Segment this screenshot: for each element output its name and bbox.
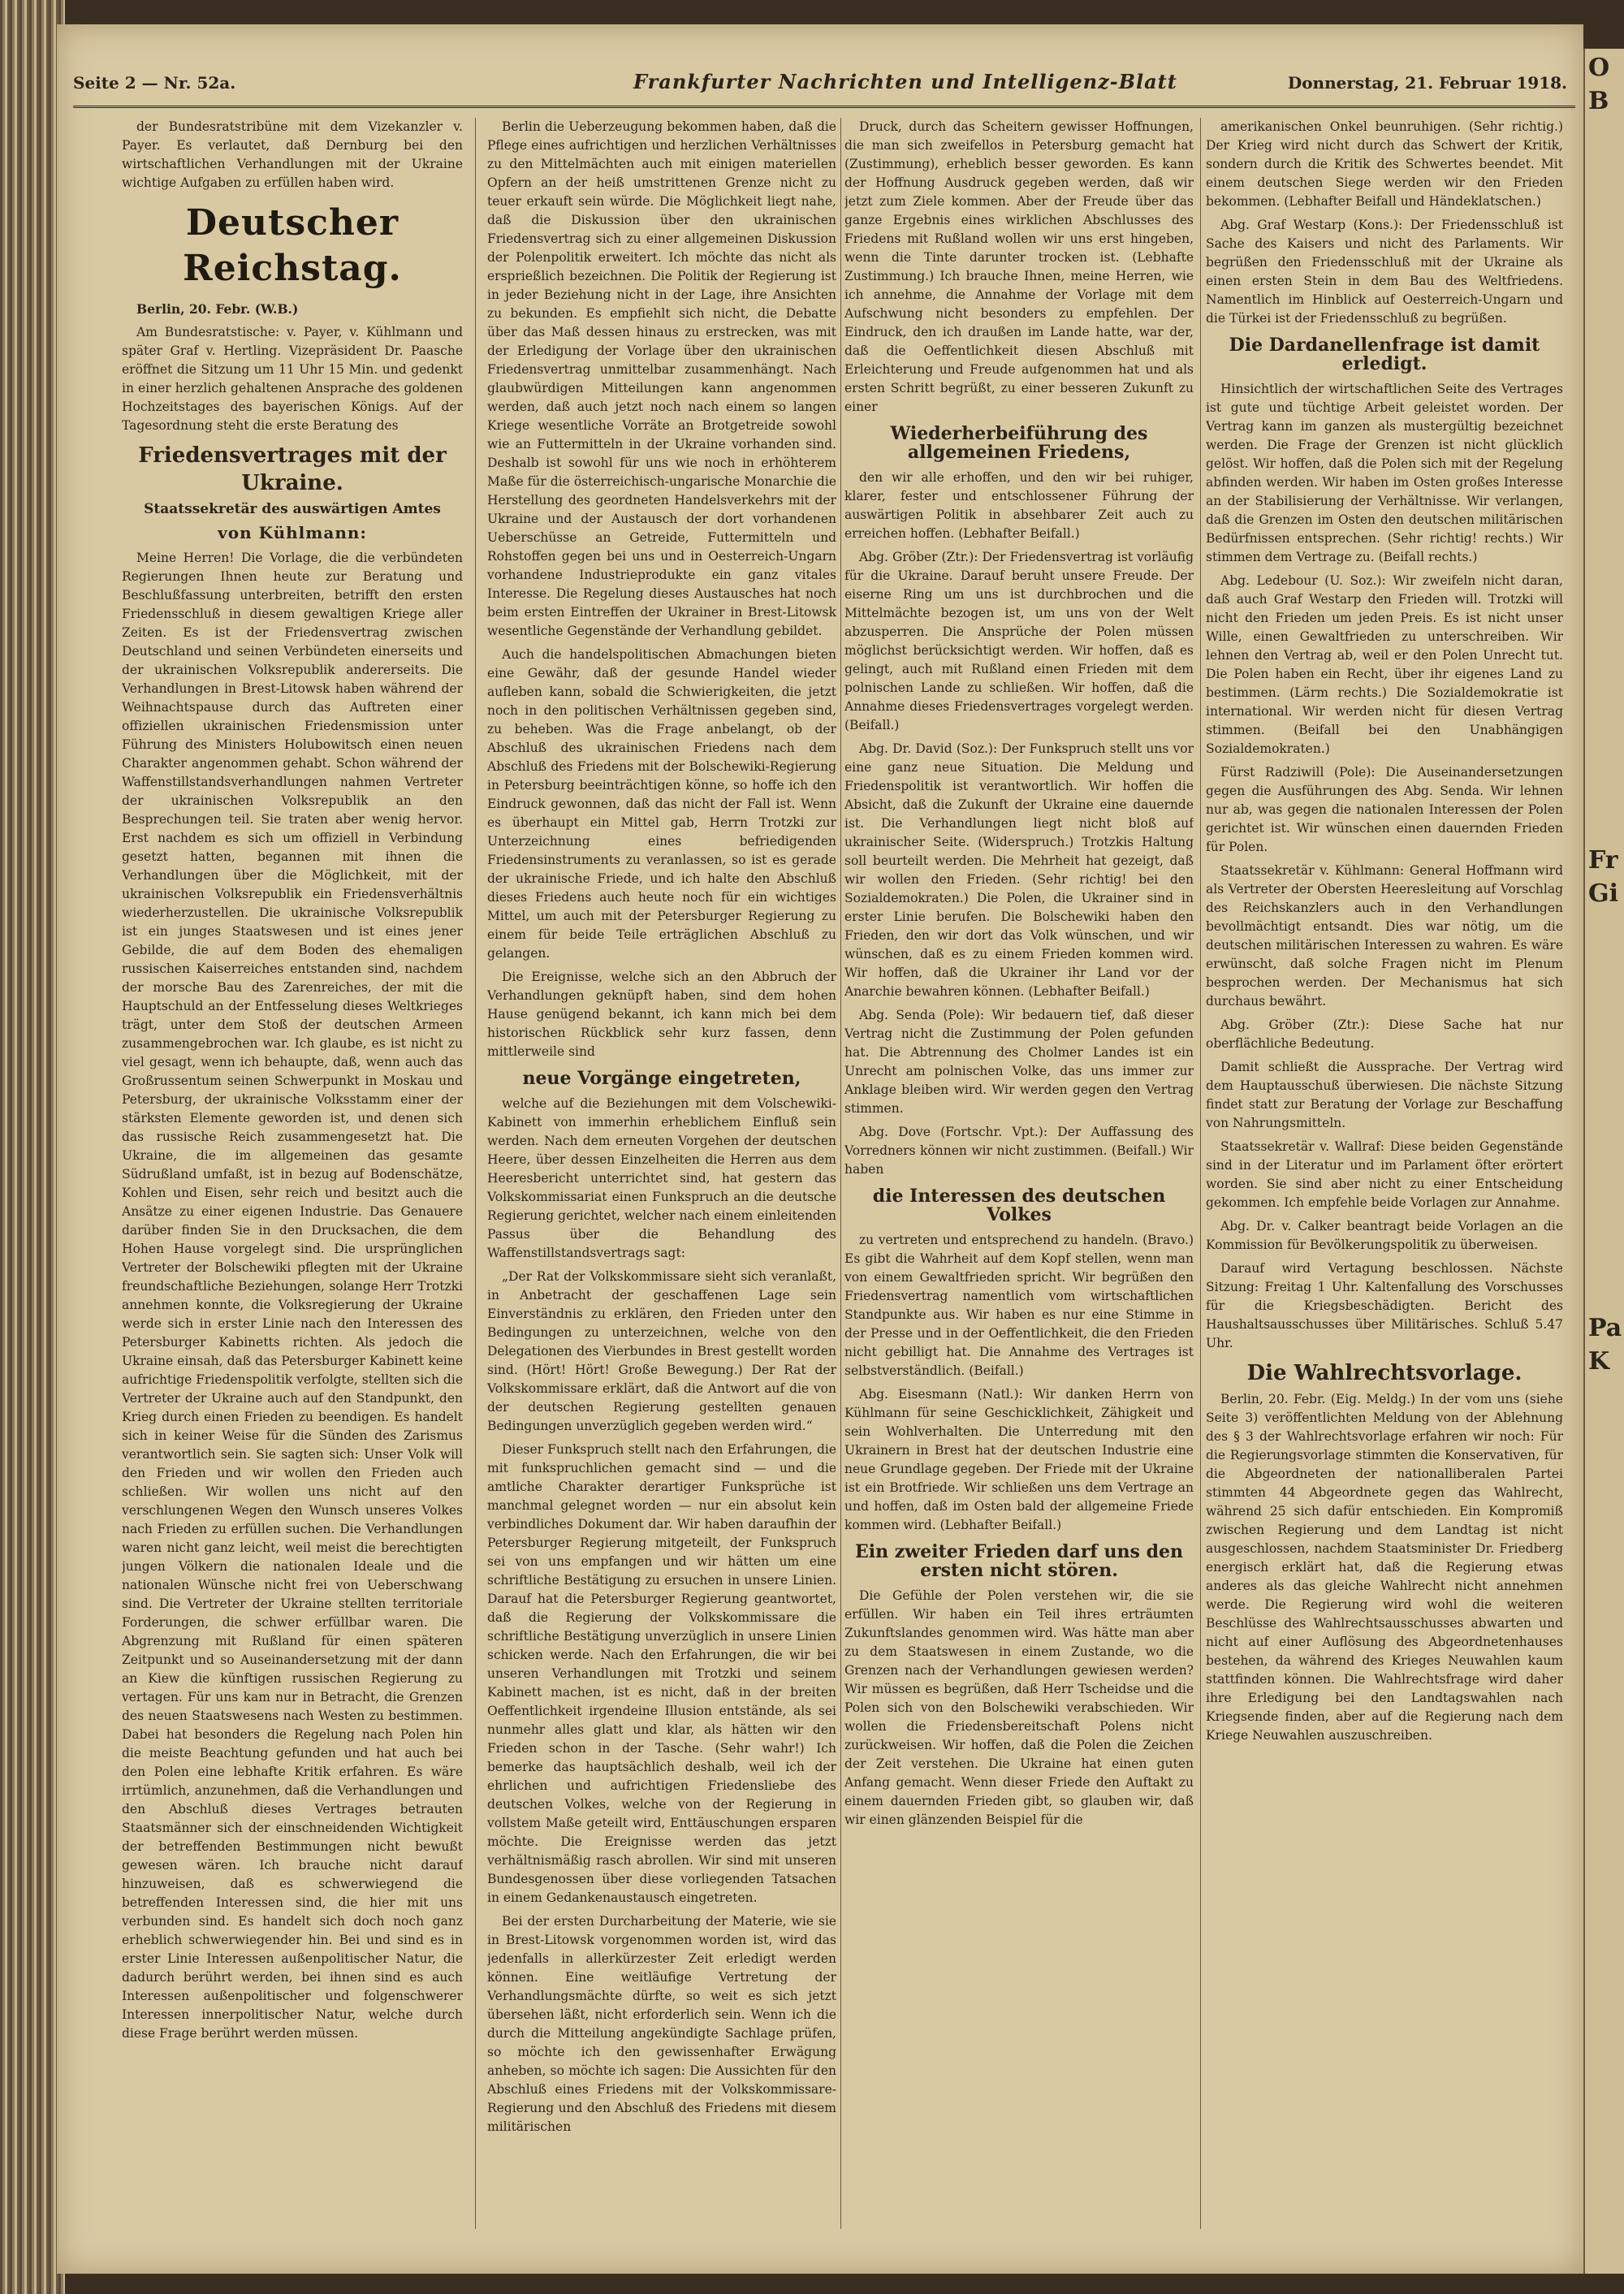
paragraph: Druck, durch das Scheitern gewisser Hoffnungen, die man sich zweifellos in Petersburg gemacht hat (Zustimmung), erheblich besser geworden. Es kann der Hoffnung Ausdruck gegeben werden, daß wir jetzt zum Ziele kommen. Aber der Freude über das ganze Ergebnis eines wirklichen Abschlusses des Friedens mit Rußland wollen wir uns erst hingeben, wenn die Tinte darunter trocken ist. (Lebhafte Zustimmung.) Ich brauche Ihnen, meine Herren, wie ich annehme, die Annahme der Vorlage mit dem Aufschwung nicht besonders zu empfehlen. Der Eindruck, den ich draußen im Lande hatte, war der, daß die Oeffentlichkeit diesen Abschluß mit Erleichterung und Freude aufgenommen hat und als ersten Schritt begrüßt, zu einer besseren Zukunft zu einer xyxy=(844,119,1194,414)
column-3 xyxy=(844,118,1194,2270)
article-title-2: Die Wahlrechtsvorlage. xyxy=(1246,1361,1522,1385)
article-title: Deutscher Reichstag. xyxy=(183,202,402,289)
paragraph: Am Bundesratstische: v. Payer, v. Kühlmann und später Graf v. Hertling. Vizepräsident Dr. Paasche eröffnet die Sitzung um 11 Uhr 15 Min. und gedenkt in einer herzlich gehaltenen Ansprache des goldenen Hochzeitstages des bayerischen Königs. Auf der Tagesordnung steht die erste Beratung des xyxy=(122,325,463,433)
intro-paragraph: der Bundesratstribüne mit dem Vizekanzler v. Payer. Es verlautet, daß Dernburg bei den wirtschaftlichen Verhandlungen mit der Ukraine wichtige Aufgaben zu erfüllen haben wird. xyxy=(122,119,463,190)
paragraph: Bei der ersten Durcharbeitung der Materie, wie sie in Brest-Litowsk vorgenommen worden ist, wird das jedenfalls in allerkürzester Zeit erledigt werden können. Eine weitläufige Vertretung der Verhandlungsmächte dürfte, so weit es sich jetzt übersehen läßt, nicht erforderlich sein. Wenn ich die durch die Mitteilung angekündigte Sachlage prüfen, so möchte ich den gewissenhafter Erwägung anheben, so möchte ich sagen: Die Aussichten für den Abschluß eines Friedens mit der Volkskommissare-Regierung und den Abschluß des Friedens mit diesem militärischen xyxy=(487,1914,836,2134)
paragraph: Abg. Dr. v. Calker beantragt beide Vorlagen an die Kommission für Bevölkerungspolitik zu überweisen. xyxy=(1206,1219,1563,1252)
adjacent-fragment: O xyxy=(1588,54,1610,82)
paragraph: Abg. Dr. David (Soz.): Der Funkspruch stellt uns vor eine ganz neue Situation. Die Meldung und Friedenspolitik ist verantwortlich. Wir hoffen die Absicht, daß die Zukunft der Ukraine eine dauernde ist. Die Verhandlungen liegt nicht bloß auf ukrainischer Seite. (Widerspruch.) Trotzkis Haltung soll beurteilt werden. Die Mehrheit hat gezeigt, daß wir wollen den Frieden. (Sehr richtig! bei den Sozialdemokraten.) Die Polen, die Ukrainer sind in erster Linie berufen. Die Bolschewiki haben den Frieden, den wir dort das Volk wünschen, und wir wünschen, daß es zu einem Frieden kommen wird. Wir hoffen, daß die Ukrainer ihr Land vor der Anarchie bewahren können. (Lebhafter Beifall.) xyxy=(844,741,1194,999)
column-2 xyxy=(487,118,836,2270)
paragraph: Abg. Eisesmann (Natl.): Wir danken Herrn von Kühlmann für seine Geschicklichkeit, Zähigkeit und sein Wohlverhalten. Die Unterredung mit den Ukrainern in Brest hat der deutschen Industrie eine neue Grundlage gegeben. Der Friede mit der Ukraine ist ein Brotfriede. Wir schließen uns dem Vertrage an und hoffen, daß im Osten bald der allgemeine Friede kommen wird. (Lebhafter Beifall.) xyxy=(844,1387,1194,1532)
column-rule xyxy=(475,118,476,2229)
column-1 xyxy=(122,118,463,2270)
newspaper-masthead: Frankfurter Nachrichten und Intelligenz-Blatt xyxy=(633,70,1177,93)
column-rule xyxy=(1200,118,1201,2229)
column-4 xyxy=(1206,118,1563,2270)
adjacent-fragment: K xyxy=(1588,1347,1610,1376)
paragraph: Die Gefühle der Polen verstehen wir, die sie erfüllen. Wir haben ein Teil ihres erträumten Zukunftslandes genommen wird. Was hätte man aber zu dem Staatswesen in einem Zustande, wo die Grenzen nach der Verhandlungen gewiesen werden? Wir müssen es begrüßen, daß Herr Tscheidse und die Polen sich von den Bolschewiki verabschieden. Wir wollen die Friedensbereitschaft Polens nicht zurückweisen. Wir hoffen, daß die Polen die Zeichen der Zeit verstehen. Die Ukraine hat einen guten Anfang gemacht. Wenn dieser Friede den Auftakt zu einem dauernden Frieden gibt, so glauben wir, daß wir einen glänzenden Beispiel für die xyxy=(844,1588,1194,1827)
paragraph: Darauf wird Vertagung beschlossen. Nächste Sitzung: Freitag 1 Uhr. Kaltenfallung des Vorschusses für die Kriegsbeschädigten. Bericht des Haushaltsausschusses über Militärisches. Schluß 5.47 Uhr. xyxy=(1206,1261,1563,1350)
paragraph: Staatssekretär v. Kühlmann: General Hoffmann wird als Vertreter der Obersten Heeresleitung auf Vorschlag des Reichskanzlers auch in den Verhandlungen bevollmächtigt entsandt. Dies war nötig, um die deutschen militärischen Interessen zu wahren. Es wäre erwünscht, daß solche Fragen nicht im Plenum besprochen werden. Der Mechanismus hat sich durchaus bewährt. xyxy=(1206,863,1563,1009)
section-heading: die Interessen des deutschen Volkes xyxy=(872,1186,1166,1225)
speaker-name: von Kühlmann: xyxy=(218,523,367,542)
paragraph: Hinsichtlich der wirtschaftlichen Seite des Vertrages ist gute und tüchtige Arbeit geleistet worden. Der Vertrag kann im ganzen als mustergültig bezeichnet werden. Die Frage der Grenzen ist nicht glücklich gelöst. Wir hoffen, daß die Polen sich mit der Regelung abfinden werden. Wir haben im Osten großes Interesse an der Stabilisierung der Verhältnisse. Wir verlangen, daß die Grenzen im Osten den deutschen militärischen Bedürfnissen entsprechen. (Sehr richtig! rechts.) Wir stimmen dem Vertrage zu. (Beifall rechts.) xyxy=(1206,382,1563,564)
paragraph: Staatssekretär v. Wallraf: Diese beiden Gegenstände sind in der Literatur und im Parlament öfter erörtert worden. Sie sind aber nicht zu einer Entscheidung gekommen. Ich empfehle beide Vorlagen zur Annahme. xyxy=(1206,1139,1563,1210)
paragraph: Abg. Graf Westarp (Kons.): Der Friedensschluß ist Sache des Kaisers und nicht des Parlaments. Wir begrüßen den Friedensschluß mit der Ukraine als einen ersten Stein in dem Bau des Weltfriedens. Namentlich im Hinblick auf Oesterreich-Ungarn und die Türkei ist der Friedensschluß zu begrüßen. xyxy=(1206,218,1563,326)
dateline: Berlin, 20. Febr. (W.B.) xyxy=(136,301,299,317)
speaker-office: Staatssekretär des auswärtigen Amtes xyxy=(144,501,441,517)
paragraph: welche auf die Beziehungen mit dem Volschewiki-Kabinett von immerhin erheblichem Einfluß sein werden. Nach dem erneuten Vorgehen der deutschen Heere, über dessen Einzelheiten die Herren aus dem Heeresbericht unterrichtet sind, hat gestern das Volkskommissariat einen Funkspruch an die deutsche Regierung gerichtet, welcher nach einem einleitenden Passus über die Behandlung des Waffenstillstandsvertrags sagt: xyxy=(487,1096,836,1260)
page-header xyxy=(73,65,1575,108)
section-heading: Ein zweiter Frieden darf uns den ersten nicht stören. xyxy=(855,1541,1183,1581)
paragraph: Berlin, 20. Febr. (Eig. Meldg.) In der vom uns (siehe Seite 3) veröffentlichten Meldung von der Ablehnung des § 3 der Wahlrechtsvorlage erfahren wir noch: Für die Regierungsvorlage stimmten die Konservativen, für die Abgeordneten der nationalliberalen Partei stimmten 44 Abgeordnete gegen das Wahlrecht, während 25 sich dafür entschieden. Ein Kompromiß zwischen Regierung und dem Landtag ist nicht ausgeschlossen, nachdem Staatsminister Dr. Friedberg energisch erklärt hat, daß die Regierung etwas anderes als das gleiche Wahlrecht nicht annehmen werde. Die Regierung wird wohl die weiteren Beschlüsse des Wahlrechtsausschusses abwarten und nicht auf einer Auflösung des Abgeordnetenhauses bestehen, da während des Krieges Neuwahlen kaum stattfinden können. Die Wahlrechtsfrage wird daher ihre Erledigung bei den Landtagswahlen nach Kriegsende finden, aber auf die Regierung nach dem Kriege Neuwahlen auszuschreiben. xyxy=(1206,1392,1563,1743)
paragraph: Abg. Dove (Fortschr. Vpt.): Der Auffassung des Vorredners können wir nicht zustimmen. (Beifall.) Wir haben xyxy=(844,1125,1194,1177)
adjacent-page-strip xyxy=(1583,49,1624,2274)
paragraph: Fürst Radziwill (Pole): Die Auseinandersetzungen gegen die Ausführungen des Abg. Senda. Wir lehnen nur ab, was gegen die nationalen Interessen der Polen gerichtet ist. Wir wünschen einen dauernden Frieden für Polen. xyxy=(1206,765,1563,854)
paragraph: Abg. Gröber (Ztr.): Der Friedensvertrag ist vorläufig für die Ukraine. Darauf beruht unsere Freude. Der eiserne Ring um uns ist durchbrochen und die Mittelmächte bezogen ist, um uns von der Welt abzusperren. Die Ansprüche der Polen müssen möglichst berücksichtigt werden. Wir hoffen, daß es gelingt, auch mit Rußland einen Frieden mit dem polnischen Lande zu schließen. Wir hoffen, daß die Annahme dieses Friedensvertrages vorgelegt werden. (Beifall.) xyxy=(844,550,1194,732)
page-number: Seite 2 — Nr. 52a. xyxy=(73,73,236,93)
section-heading: neue Vorgänge eingetreten, xyxy=(522,1068,801,1089)
paragraph: Abg. Gröber (Ztr.): Diese Sache hat nur oberflächliche Bedeutung. xyxy=(1206,1017,1563,1051)
issue-date: Donnerstag, 21. Februar 1918. xyxy=(1287,73,1567,93)
paragraph: Berlin die Ueberzeugung bekommen haben, daß die Pflege eines aufrichtigen und herzlichen Verhältnisses zu den Mittelmächten auch mit einigen materiellen Opfern an der heiß umstrittenen Grenze nicht zu teuer erkauft sein würde. Die Möglichkeit liegt nahe, daß die Diskussion über den ukrainischen Friedensvertrag sich zu einer allgemeinen Diskussion der Polenpolitik erweitert. Ich möchte das nicht als ersprießlich bezeichnen. Die Politik der Regierung ist in jeder Beziehung nicht in der Lage, ihre Ansichten zu bekunden. Es empfiehlt sich nicht, die Debatte über das Maß dessen hinaus zu erstrecken, was mit der Erledigung der Vorlage über den ukrainischen Friedensvertrag unmittelbar zusammenhängt. Nach glaubwürdigen Mitteilungen kann angenommen werden, daß auch jetzt noch nach einem so langen Kriege wesentliche Vorräte an Brotgetreide sowohl wie an Futtermitteln in der Ukraine vorhanden sind. Deshalb ist sowohl für uns wie noch in erhöhterem Maße für die österreichisch-ungarische Monarchie die Herstellung des geordneten Handelsverkehrs mit der Ukraine und der Austausch der dort vorhandenen Ueberschüsse an Getreide, Futtermitteln und Rohstoffen gegen bei uns und in Oesterreich-Ungarn vorhandene Industrieprodukte ein ganz vitales Interesse. Die Regelung dieses Austausches hat noch beim ersten Eintreffen der Ukrainer in Brest-Litowsk wesentliche Gegenstände der Verhandlung gebildet. xyxy=(487,119,836,638)
quote-paragraph: „Der Rat der Volkskommissare sieht sich veranlaßt, in Anbetracht der geschaffenen Lage sein Einverständnis zu erklären, den Frieden unter den Bedingungen zu unterzeichnen, welche von den Delegationen des Vierbundes in Brest gestellt worden sind. (Hört! Hört! Große Bewegung.) Der Rat der Volkskommissare erklärt, daß die Antwort auf die von der deutschen Regierung gestellten genauen Bedingungen unverzüglich gegeben werden wird.“ xyxy=(487,1269,836,1433)
paragraph: Die Ereignisse, welche sich an den Abbruch der Verhandlungen geknüpft haben, sind dem hohen Hause genügend bekannt, ich kann mich bei dem historischen Rückblick sehr kurz fassen, denn mittlerweile sind xyxy=(487,970,836,1059)
paragraph: Abg. Senda (Pole): Wir bedauern tief, daß dieser Vertrag nicht die Zustimmung der Polen gefunden hat. Die Abtrennung des Cholmer Landes ist ein Unrecht am polnischen Volke, das uns immer zur Anklage bleiben wird. Wir werden gegen den Vertrag stimmen. xyxy=(844,1008,1194,1116)
book-binding-edge xyxy=(0,0,65,2294)
adjacent-fragment: Gi xyxy=(1588,879,1619,908)
paragraph: Meine Herren! Die Vorlage, die die verbündeten Regierungen Ihnen heute zur Beratung und Beschlußfassung unterbreiten, betrifft den ersten Friedensschluß in diesem gewaltigen Kriege aller Zeiten. Es ist der Friedensvertrag zwischen Deutschland und seinen Verbündeten einerseits und der ukrainischen Volksrepublik andererseits. Die Verhandlungen in Brest-Litowsk haben während der Weihnachtspause durch das Auftreten einer offiziellen ukrainischen Friedensmission unter Führung des Ministers Holubowitsch einen neuen Charakter angenommen gehabt. Schon während der Waffenstillstandsverhandlungen nahmen Vertreter der ukrainischen Volksrepublik an den Besprechungen teil. Sie traten aber wenig hervor. Erst nachdem es sich um offiziell in Verbindung gesetzt hatten, begannen mit ihnen die Verhandlungen über die Möglichkeit, mit der ukrainischen Volksrepublik ein Friedensverhältnis wiederherzustellen. Die ukrainische Volksrepublik ist ein junges Staatswesen und ist eines jener Gebilde, die auf dem Boden des ehemaligen russischen Kaiserreiches entstanden sind, nachdem der morsche Bau des Zarenreiches, der mit die Hauptschuld an der Entfesselung dieses Weltkrieges trägt, unter dem Stoß der deutschen Armeen zusammengebrochen war. Ich glaube, es ist nicht zu viel gesagt, wenn ich behaupte, daß, wenn auch das Großrussentum seinen Schwerpunkt in Moskau und Petersburg, der ukrainische Volksstamm einer der stärksten Elemente geworden ist, und denen sich das russische Reich zusammengesetzt hat. Die Ukraine, die im allgemeinen das gesamte Südrußland umfaßt, ist in bezug auf Bodenschätze, Kohlen und Eisen, sehr reich und besitzt auch die Ansätze zu einer eigenen Industrie. Das Genauere darüber finden Sie in den Drucksachen, die dem Hohen Hause vorgelegt sind. Die ursprünglichen Vertreter der Bolschewiki pflegten mit der Ukraine freundschaftliche Beziehungen, solange Herr Trotzki annehmen konnte, die Volksregierung der Ukraine werde sich in erster Linie nach den Interessen des Petersburger Kabinetts richten. Als jedoch die Ukraine einsah, daß das Petersburger Kabinett keine aufrichtige Friedenspolitik verfolgte, stellten sich die Vertreter der Ukraine auch auf den Standpunkt, den Krieg durch einen Frieden zu beendigen. Es handelt sich in keiner Weise für die Sünden des Zarismus verantwortlich sein. Sie sagten sich: Unser Volk will den Frieden und wir wollen den Frieden auch schließen. Wir wollen uns nicht auf den verschlungenen Wegen den Wunsch unseres Volkes nach Frieden zu erfüllen suchen. Die Verhandlungen waren nicht ganz leicht, weil meist die berechtigten jungen Völkern die nationalen Ideale und die nationalen Wünsche nicht frei von Ueberschwang sind. Die Vertreter der Ukraine stellten territoriale Forderungen, die schwer erfüllbar waren. Die Abgrenzung mit Rußland für einen späteren Zeitpunkt und so Auseinandersetzung mit der dann an Kiew die künftigen russischen Regierung zu vertagen. Für uns kam nur in Betracht, die Grenzen des neuen Staatswesens nach Westen zu bestimmen. Dabei hat besonders die Regelung nach Polen hin die meiste Beachtung gefunden und hat auch bei den Polen eine lebhafte Kritik erfahren. Es wäre irrtümlich, anzunehmen, daß die Verhandlungen und den Abschluß dieses Vertrages betrauten Staatsmänner sich der einschneidenden Wichtigkeit der betreffenden Bestimmungen nicht bewußt gewesen wären. Ich brauche nicht darauf hinzuweisen, daß es schwerwiegend die betreffenden Interessen sind, die hier mit uns verbunden sind. Es handelt sich doch noch ganz erheblich schwerwiegender hin. Bei und sind es in erster Linie Interessen außenpolitischer Natur, die dadurch berührt werden, bei ihnen sind es auch Interessen außenpolitischer und folgenschwerer Interessen innerpolitischer Natur, welche durch diese Frage berührt werden müssen. xyxy=(122,551,463,2041)
paragraph: zu vertreten und entsprechend zu handeln. (Bravo.) Es gibt die Wahrheit auf dem Kopf stellen, wenn man von einem Gewaltfrieden spricht. Wir begrüßen den Friedensvertrag namentlich vom wirtschaftlichen Standpunkte aus. Wir haben es nur eine Stimme in der Presse und in der Oeffentlichkeit, die den Frieden nicht gebilligt hat. Die Annahme des Vertrages ist selbstverständlich. (Beifall.) xyxy=(844,1233,1194,1378)
adjacent-fragment: B xyxy=(1588,87,1609,115)
paragraph: Damit schließt die Aussprache. Der Vertrag wird dem Hauptausschuß überwiesen. Die nächste Sitzung findet statt zur Beratung der Vorlage zur Beschaffung von Nahrungsmitteln. xyxy=(1206,1060,1563,1130)
column-rule xyxy=(840,118,841,2229)
paragraph: amerikanischen Onkel beunruhigen. (Sehr richtig.) Der Krieg wird nicht durch das Schwert der Kritik, sondern durch die Kritik des Schwertes beendet. Mit einem deutschen Siege werden wir den Frieden bekommen. (Lebhafter Beifall und Händeklatschen.) xyxy=(1206,119,1563,209)
section-heading: Die Dardanellenfrage ist damit erledigt. xyxy=(1229,335,1540,374)
section-title: Friedensvertrages mit der Ukraine. xyxy=(138,443,447,495)
paragraph: Auch die handelspolitischen Abmachungen bieten eine Gewähr, daß der gesunde Handel wieder aufleben kann, sobald die Schwierigkeiten, die jetzt noch in den politischen Verhältnissen gegeben sind, zu beheben. Was die Frage anbelangt, ob der Abschluß des ukrainischen Friedens nach dem Abschluß des Friedens mit der Bolschewiki-Regierung in Petersburg beeinträchtigen könne, so hoffe ich den Eindruck gewonnen, daß das nicht der Fall ist. Wenn es überhaupt ein Mittel gab, Herrn Trotzki zur Unterzeichnung eines befriedigenden Friedensinstruments zu veranlassen, so ist es gerade der ukrainische Friede, und ich halte den Abschluß dieses Friedens auch heute noch für ein wichtiges Mittel, um auch mit der Petersburger Regierung zu einem für beide Teile erträglichen Abschluß zu gelangen. xyxy=(487,647,836,961)
adjacent-fragment: Pa xyxy=(1588,1314,1622,1342)
paragraph: Dieser Funkspruch stellt nach den Erfahrungen, die mit funkspruchlichen gemacht sind — und die amtliche Charakter derartiger Funksprüche ist manchmal gelegnet worden — nur ein absolut kein verbindliches Dokument dar. Wir haben daraufhin der Petersburger Regierung mitgeteilt, der Funkspruch sei von uns empfangen und wir hätten um eine schriftliche Bestätigung zu ersuchen in unsere Linien. Darauf hat die Petersburger Regierung geantwortet, daß die Regierung der Volkskommissare die schriftliche Bestätigung unverzüglich in unsere Linien schicken werde. Nach den Erfahrungen, die wir bei unseren Verhandlungen mit Trotzki und seinem Kabinett machen, ist es nicht, daß in der breiten Oeffentlichkeit irgendeine Illusion entstände, als sei nunmehr alles glatt und klar, als hätten wir den Frieden schon in der Tasche. (Sehr wahr!) Ich bemerke das hauptsächlich deshalb, weil ich der ehrlichen und aufrichtigen Friedensliebe des deutschen Volkes, welche von der Regierung in vollstem Maße geteilt wird, Enttäuschungen ersparen möchte. Die Ereignisse werden das jetzt verhältnismäßig rasch abrollen. Wir sind mit unseren Bundesgenossen über diese vorliegenden Tatsachen in einem Gedankenaustausch eingetreten. xyxy=(487,1442,836,1905)
paragraph: Abg. Ledebour (U. Soz.): Wir zweifeln nicht daran, daß auch Graf Westarp den Frieden will. Trotzki will nicht den Frieden um jeden Preis. Es ist nicht unser Wille, einen Gewaltfrieden zu unterschreiben. Wir lehnen den Vertrag ab, weil er den Polen Unrecht tut. Die Polen haben ein Recht, über ihr eigenes Land zu bestimmen. (Lärm rechts.) Die Sozialdemokratie ist international. Wir werden nicht für diesen Vertrag stimmen. (Beifall bei den Unabhängigen Sozialdemokraten.) xyxy=(1206,573,1563,756)
section-heading: Wiederherbeiführung des allgemeinen Friedens, xyxy=(890,423,1148,463)
paragraph: den wir alle erhoffen, und den wir bei ruhiger, klarer, fester und entschlossener Führung der auswärtigen Politik in absehbarer Zeit auch zu erreichen hoffen. (Lebhafter Beifall.) xyxy=(844,470,1194,541)
adjacent-fragment: Fr xyxy=(1588,846,1618,875)
